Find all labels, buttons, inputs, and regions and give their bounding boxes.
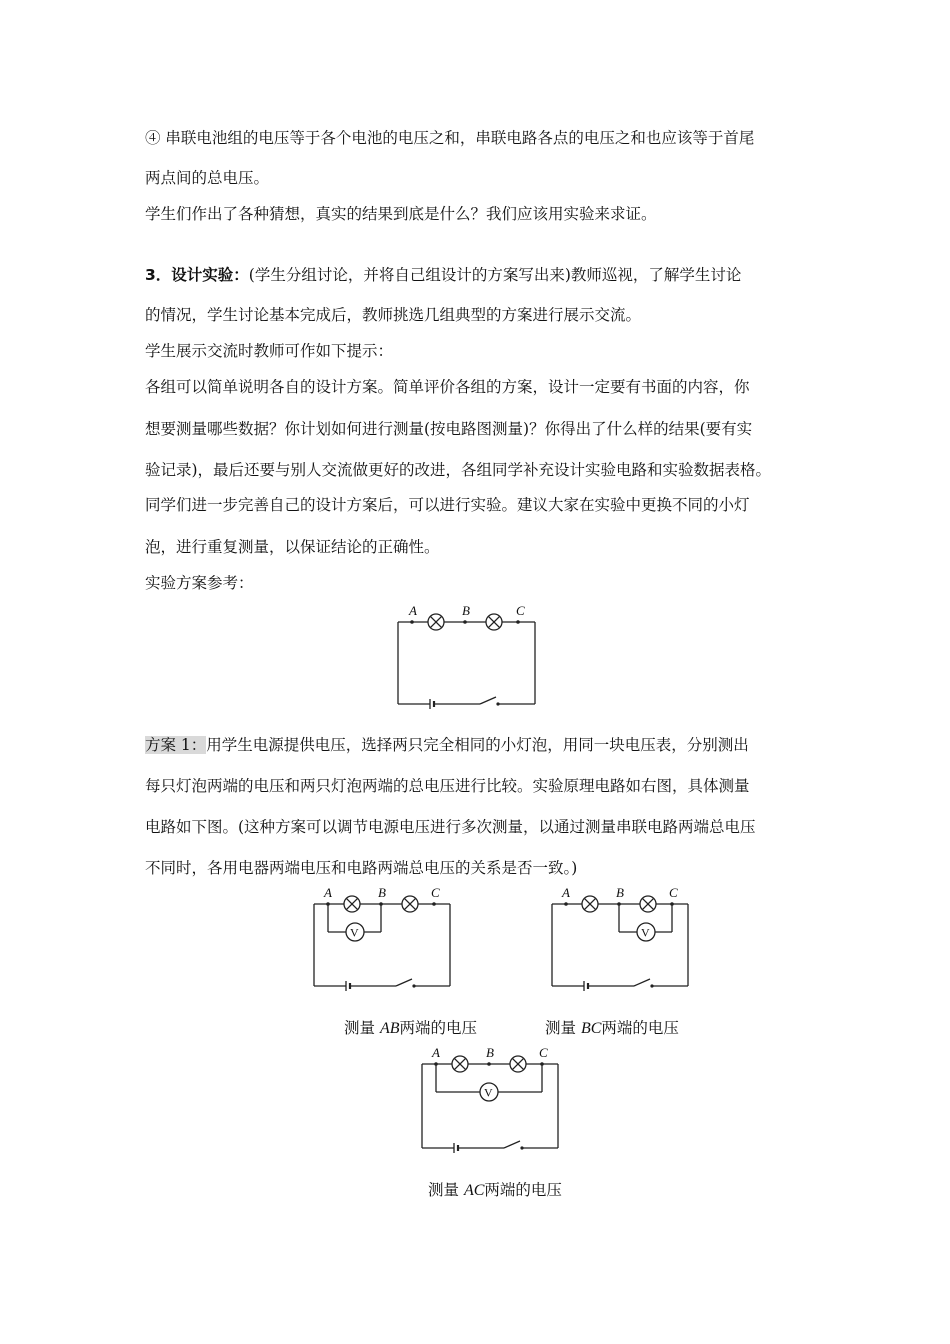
svg-text:V: V [484,1085,493,1100]
paragraph-guess-4-line2: 两点间的总电压。 [145,169,270,187]
svg-text:V: V [641,925,650,940]
section-heading-design-experiment: 3．设计实验： [145,266,249,284]
label-c: C [669,885,678,900]
circuit-diagram-measure-bc [546,886,696,996]
lamp-1-icon [344,896,360,912]
paragraph-improve-line1: 同学们进一步完善自己的设计方案后，可以进行实验。建议大家在实验中更换不同的小灯 [145,496,750,514]
label-a: A [562,885,570,900]
switch-icon [396,979,416,988]
label-b: B [486,1045,494,1060]
node-c [516,620,520,624]
battery-icon [430,699,434,709]
lamp-2-icon [640,896,656,912]
node-a [326,902,330,906]
label-a: A [432,1045,440,1060]
circuit-diagram-measure-ab [308,886,458,996]
label-c: C [516,603,525,618]
paragraph-plan1-line3: 电路如下图。(这种方案可以调节电源电压进行多次测量，以通过测量串联电路两端总电压 [145,818,756,836]
lamp-1-icon [582,896,598,912]
paragraph-guess-4-line1: ④ 串联电池组的电压等于各个电池的电压之和，串联电路各点的电压之和也应该等于首尾 [145,129,755,147]
svg-text:V: V [350,925,359,940]
node-a [410,620,414,624]
lamp-2-icon [486,614,502,630]
node-b [463,620,467,624]
paragraph-plan1-line1 [145,735,749,755]
circuit-diagram-reference [390,604,540,714]
circuit-diagram-measure-ac [416,1046,566,1158]
switch-icon [480,697,500,706]
node-c [432,902,436,906]
design-experiment-text: (学生分组讨论，并将自己组设计的方案写出来)教师巡视，了解学生讨论 [248,266,742,284]
paragraph-guesses-summary: 学生们作出了各种猜想，真实的结果到底是什么？我们应该用实验来求证。 [145,205,657,223]
label-b: B [462,603,470,618]
plan1-heading: 方案 1： [145,736,207,754]
node-c [670,902,674,906]
caption-measure-ac: 测量 AC两端的电压 [428,1181,562,1199]
label-b: B [378,885,386,900]
paragraph-design-experiment-line2: 的情况，学生讨论基本完成后，教师挑选几组典型的方案进行展示交流。 [145,306,642,324]
paragraph-reference: 实验方案参考： [145,574,254,592]
node-b [487,1062,491,1066]
lamp-2-icon [402,896,418,912]
paragraph-design-experiment-line1 [145,265,741,285]
label-a: A [324,885,332,900]
battery-icon [454,1143,458,1153]
label-b: B [616,885,624,900]
lamp-1-icon [452,1056,468,1072]
plan1-text: 用学生电源提供电压，选择两只完全相同的小灯泡，用同一块电压表，分别测出 [206,736,749,754]
voltmeter-icon [480,1083,498,1101]
battery-icon [584,981,588,991]
lamp-2-icon [510,1056,526,1072]
label-c: C [539,1045,548,1060]
paragraph-plan1-line2: 每只灯泡两端的电压和两只灯泡两端的总电压进行比较。实验原理电路如右图，具体测量 [145,777,750,795]
voltmeter-icon [346,923,364,941]
node-c [540,1062,544,1066]
paragraph-plan1-line4: 不同时，各用电器两端电压和电路两端总电压的关系是否一致。) [145,859,578,877]
lamp-1-icon [428,614,444,630]
caption-measure-bc: 测量 BC两端的电压 [545,1019,679,1037]
switch-icon [504,1141,524,1150]
node-a [434,1062,438,1066]
node-b [617,902,621,906]
node-b [379,902,383,906]
paragraph-group-plan-line2: 想要测量哪些数据？你计划如何进行测量(按电路图测量)？你得出了什么样的结果(要有实 [145,420,753,438]
battery-icon [346,981,350,991]
label-a: A [409,603,417,618]
paragraph-group-plan-line3: 验记录)，最后还要与别人交流做更好的改进，各组同学补充设计实验电路和实验数据表格。 [145,461,772,479]
switch-icon [634,979,654,988]
paragraph-teacher-hint: 学生展示交流时教师可作如下提示： [145,342,394,360]
voltmeter-icon [637,923,655,941]
label-c: C [431,885,440,900]
paragraph-group-plan-line1: 各组可以简单说明各自的设计方案。简单评价各组的方案，设计一定要有书面的内容，你 [145,378,750,396]
node-a [564,902,568,906]
paragraph-improve-line2: 泡，进行重复测量，以保证结论的正确性。 [145,538,440,556]
caption-measure-ab: 测量 AB两端的电压 [344,1019,477,1037]
